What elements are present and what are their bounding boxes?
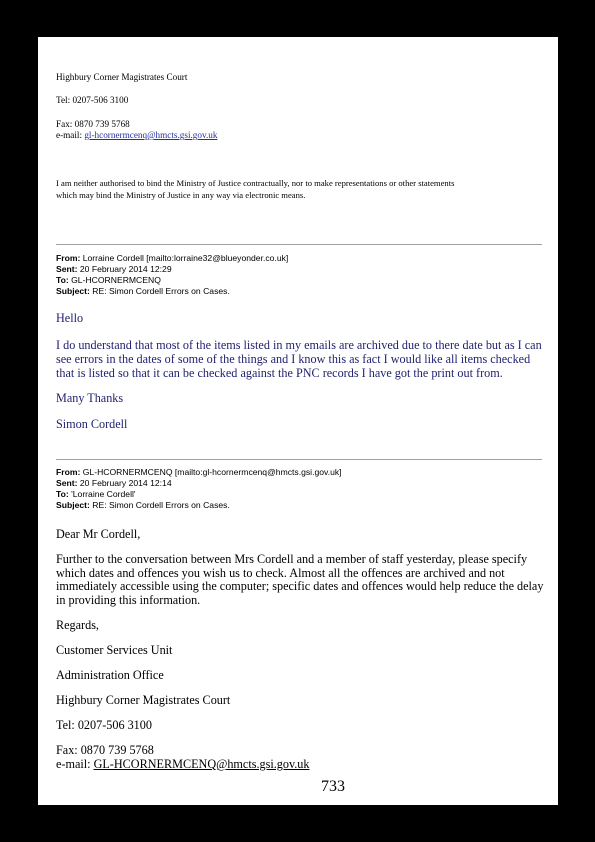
email1-subject-value: RE: Simon Cordell Errors on Cases.: [89, 286, 230, 296]
email1-sent-value: 20 February 2014 12:29: [77, 264, 172, 274]
email2-to-value: 'Lorraine Cordell': [68, 489, 136, 499]
email2-sent-value: 20 February 2014 12:14: [77, 478, 172, 488]
email1-subject: [56, 286, 230, 297]
email2-subject-label: Subject:: [56, 500, 90, 510]
email1-to-value: GL-HCORNERMCENQ: [68, 275, 161, 285]
email1-from: [56, 253, 288, 264]
email2-unit: Customer Services Unit: [56, 643, 173, 657]
email1-body: I do understand that most of the items listed in my emails are archived due to there date but as I can see errors in the dates of some of the things and I know this as fact I would like all items checked that is listed so that it can be checked against the PNC records I have got the print out from.: [56, 338, 542, 380]
email2-subject-value: RE: Simon Cordell Errors on Cases.: [89, 500, 230, 510]
email2-sent: [56, 478, 172, 489]
email2-greeting: Dear Mr Cordell,: [56, 527, 141, 541]
court-email: [56, 130, 217, 141]
email1-sent-label: Sent:: [56, 264, 78, 274]
court-email-label: e-mail:: [56, 130, 85, 140]
email1-from-label: From:: [56, 253, 81, 263]
email2-from: [56, 467, 342, 478]
email2-to-label: To:: [56, 489, 69, 499]
email1-greeting: Hello: [56, 311, 84, 325]
document-page: [38, 37, 558, 805]
page-number: 733: [321, 778, 345, 795]
email2-from-value: GL-HCORNERMCENQ [mailto:gl-hcornermcenq@hmcts.gsi.gov.uk]: [80, 467, 342, 477]
court-email-link[interactable]: gl-hcornermcenq@hmcts.gsi.gov.uk: [84, 130, 218, 140]
divider-2: [56, 459, 542, 460]
email2-email: [56, 757, 310, 771]
divider-1: [56, 244, 542, 245]
email2-fax: Fax: 0870 739 5768: [56, 743, 154, 757]
court-name: Highbury Corner Magistrates Court: [56, 72, 188, 82]
email2-to: [56, 489, 136, 500]
email2-from-label: From:: [56, 467, 81, 477]
email1-to: [56, 275, 161, 286]
email2-court-name: Highbury Corner Magistrates Court: [56, 693, 231, 707]
court-tel: Tel: 0207-506 3100: [56, 95, 129, 105]
email1-subject-label: Subject:: [56, 286, 90, 296]
email2-body: Further to the conversation between Mrs Cordell and a member of staff yesterday, please specify which dates and offences you wish us to check. Almost all the offences are archived and not immediately accessible using the computer; specific dates and offences would help reduce the delay in providing this information.: [56, 552, 544, 607]
email2-subject: [56, 500, 230, 511]
court-fax: Fax: 0870 739 5768: [56, 119, 130, 129]
email2-tel: Tel: 0207-506 3100: [56, 718, 152, 732]
email2-office: Administration Office: [56, 668, 164, 682]
email2-email-label: e-mail:: [56, 757, 94, 771]
email2-sent-label: Sent:: [56, 478, 78, 488]
email2-email-link[interactable]: GL-HCORNERMCENQ@hmcts.gsi.gov.uk: [93, 757, 310, 771]
email1-from-value: Lorraine Cordell [mailto:lorraine32@blueyonder.co.uk]: [80, 253, 289, 263]
email2-regards: Regards,: [56, 618, 99, 632]
disclaimer-line-1: I am neither authorised to bind the Ministry of Justice contractually, nor to make representations or other statements: [56, 178, 455, 188]
email1-signature: Simon Cordell: [56, 417, 128, 431]
email1-to-label: To:: [56, 275, 69, 285]
email1-signoff: Many Thanks: [56, 391, 124, 405]
disclaimer-line-2: which may bind the Ministry of Justice in any way via electronic means.: [56, 190, 306, 200]
email1-sent: [56, 264, 172, 275]
